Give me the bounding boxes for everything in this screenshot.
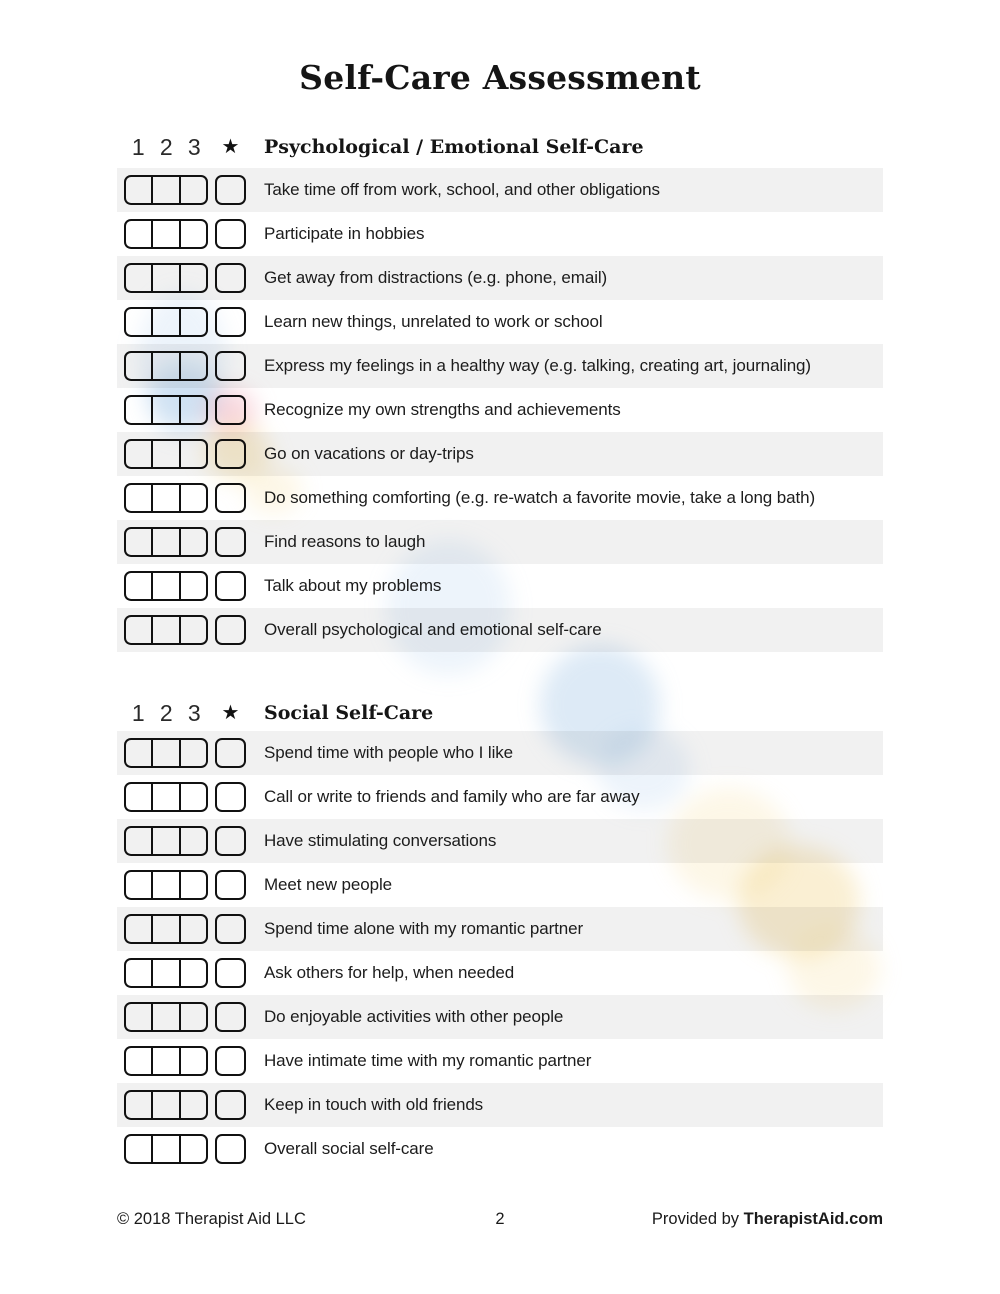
footer-provided-by: [520, 1210, 883, 1229]
rating-cell-2[interactable]: [151, 872, 178, 898]
rating-cell-2[interactable]: [151, 265, 178, 291]
rating-cell-1[interactable]: [126, 740, 151, 766]
rating-label-1: 1: [131, 133, 145, 160]
section-header: [117, 698, 883, 728]
rating-cell-2[interactable]: [151, 573, 178, 599]
star-checkbox[interactable]: [215, 1090, 246, 1120]
rating-cell-3[interactable]: [179, 309, 206, 335]
rating-cell-2[interactable]: [151, 397, 178, 423]
rating-label-2: 2: [159, 699, 173, 726]
rating-cell-2[interactable]: [151, 309, 178, 335]
star-checkbox[interactable]: [215, 738, 246, 768]
rating-cell-3[interactable]: [179, 1136, 206, 1162]
rating-cell-3[interactable]: [179, 784, 206, 810]
rating-cell-2[interactable]: [151, 221, 178, 247]
assessment-row: [117, 731, 883, 775]
rating-box-group: [124, 1046, 208, 1076]
assessment-row: [117, 775, 883, 819]
item-label: Ask others for help, when needed: [264, 963, 515, 982]
assessment-row: [117, 388, 883, 432]
star-checkbox[interactable]: [215, 219, 246, 249]
rating-cell-3[interactable]: [179, 529, 206, 555]
sections: [117, 132, 883, 1171]
rating-cell-2[interactable]: [151, 960, 178, 986]
rating-cell-1[interactable]: [126, 353, 151, 379]
rating-cell-3[interactable]: [179, 485, 206, 511]
star-checkbox[interactable]: [215, 307, 246, 337]
page-title: Self-Care Assessment: [299, 58, 701, 97]
item-label: Spend time with people who I like: [264, 743, 514, 762]
footer-provided-label: Provided by: [651, 1210, 740, 1228]
rating-box-group: [124, 351, 208, 381]
rating-box-group: [124, 527, 208, 557]
rating-box-group: [124, 571, 208, 601]
rating-cell-1[interactable]: [126, 617, 151, 643]
item-label: Recognize my own strengths and achievements: [264, 400, 621, 419]
rating-box-group: [124, 483, 208, 513]
star-checkbox[interactable]: [215, 782, 246, 812]
rating-cell-2[interactable]: [151, 1004, 178, 1030]
rating-cell-3[interactable]: [179, 177, 206, 203]
page-footer: [117, 1210, 883, 1229]
assessment-row: [117, 995, 883, 1039]
rating-scale-labels: [124, 134, 208, 161]
assessment-row: [117, 212, 883, 256]
rating-cell-2[interactable]: [151, 485, 178, 511]
item-label: Do something comforting (e.g. re-watch a favorite movie, take a long bath): [264, 488, 816, 507]
rating-box-group: [124, 615, 208, 645]
rating-cell-1[interactable]: [126, 1004, 151, 1030]
rating-cell-3[interactable]: [179, 1004, 206, 1030]
rating-box-group: [124, 870, 208, 900]
rating-box-group: [124, 1002, 208, 1032]
star-checkbox[interactable]: [215, 395, 246, 425]
rating-cell-2[interactable]: [151, 784, 178, 810]
assessment-row: [117, 476, 883, 520]
rating-cell-3[interactable]: [179, 397, 206, 423]
rating-cell-3[interactable]: [179, 353, 206, 379]
item-label: Spend time alone with my romantic partner: [264, 919, 584, 938]
rating-cell-2[interactable]: [151, 828, 178, 854]
rating-cell-3[interactable]: [179, 573, 206, 599]
rating-cell-3[interactable]: [179, 740, 206, 766]
rating-cell-1[interactable]: [126, 309, 151, 335]
rating-cell-2[interactable]: [151, 353, 178, 379]
assessment-row: [117, 168, 883, 212]
item-label: Go on vacations or day-trips: [264, 444, 474, 463]
rating-box-group: [124, 307, 208, 337]
star-checkbox[interactable]: [215, 439, 246, 469]
assessment-row: [117, 564, 883, 608]
rating-cell-1[interactable]: [126, 529, 151, 555]
rating-cell-2[interactable]: [151, 1092, 178, 1118]
rating-cell-1[interactable]: [126, 485, 151, 511]
assessment-row: [117, 432, 883, 476]
assessment-row: [117, 1039, 883, 1083]
rating-box-group: [124, 782, 208, 812]
rating-cell-1[interactable]: [126, 1048, 151, 1074]
star-icon: ★: [221, 136, 240, 158]
item-label: Keep in touch with old friends: [264, 1095, 484, 1114]
assessment-section: [117, 132, 883, 652]
rating-cell-3[interactable]: [179, 265, 206, 291]
star-checkbox[interactable]: [215, 958, 246, 988]
rating-cell-1[interactable]: [126, 916, 151, 942]
rating-cell-1[interactable]: [126, 872, 151, 898]
assessment-row: [117, 256, 883, 300]
star-checkbox[interactable]: [215, 870, 246, 900]
star-checkbox[interactable]: [215, 615, 246, 645]
rating-cell-3[interactable]: [179, 617, 206, 643]
star-checkbox[interactable]: [215, 175, 246, 205]
footer-page-number: 2: [495, 1210, 505, 1228]
item-label: Find reasons to laugh: [264, 532, 426, 551]
rating-box-group: [124, 958, 208, 988]
assessment-row: [117, 608, 883, 652]
rating-cell-1[interactable]: [126, 1136, 151, 1162]
rating-cell-1[interactable]: [126, 960, 151, 986]
item-label: Have stimulating conversations: [264, 831, 497, 850]
rating-cell-3[interactable]: [179, 221, 206, 247]
rating-cell-2[interactable]: [151, 1136, 178, 1162]
section-heading: Psychological / Emotional Self-Care: [264, 136, 644, 158]
assessment-row: [117, 1127, 883, 1171]
rating-label-2: 2: [159, 133, 173, 160]
star-checkbox[interactable]: [215, 914, 246, 944]
item-label: Overall psychological and emotional self-care: [264, 620, 602, 639]
item-label: Take time off from work, school, and other obligations: [264, 180, 660, 199]
item-label: Get away from distractions (e.g. phone, email): [264, 268, 608, 287]
rating-label-3: 3: [187, 133, 201, 160]
assessment-row: [117, 520, 883, 564]
star-checkbox[interactable]: [215, 826, 246, 856]
rating-cell-2[interactable]: [151, 1048, 178, 1074]
rating-label-1: 1: [131, 699, 145, 726]
assessment-row: [117, 344, 883, 388]
rating-cell-2[interactable]: [151, 916, 178, 942]
rating-scale-labels: [124, 700, 208, 727]
rating-cell-3[interactable]: [179, 872, 206, 898]
rating-box-group: [124, 914, 208, 944]
rating-cell-1[interactable]: [126, 397, 151, 423]
assessment-row: [117, 1083, 883, 1127]
rating-cell-1[interactable]: [126, 221, 151, 247]
rating-box-group: [124, 439, 208, 469]
star-checkbox[interactable]: [215, 1134, 246, 1164]
rating-box-group: [124, 738, 208, 768]
footer-brand-link[interactable]: TherapistAid.com: [743, 1210, 883, 1228]
item-label: Meet new people: [264, 875, 392, 894]
item-label: Talk about my problems: [264, 576, 442, 595]
rating-cell-2[interactable]: [151, 441, 178, 467]
assessment-row: [117, 951, 883, 995]
star-checkbox[interactable]: [215, 1002, 246, 1032]
rating-cell-2[interactable]: [151, 740, 178, 766]
assessment-row: [117, 300, 883, 344]
star-checkbox[interactable]: [215, 263, 246, 293]
rating-cell-2[interactable]: [151, 529, 178, 555]
star-checkbox[interactable]: [215, 571, 246, 601]
rating-cell-3[interactable]: [179, 960, 206, 986]
star-icon: ★: [221, 702, 240, 724]
assessment-section: [117, 698, 883, 1171]
rating-cell-1[interactable]: [126, 177, 151, 203]
star-checkbox[interactable]: [215, 483, 246, 513]
rating-cell-3[interactable]: [179, 916, 206, 942]
rating-cell-3[interactable]: [179, 828, 206, 854]
rating-box-group: [124, 826, 208, 856]
section-heading: Social Self-Care: [264, 702, 434, 724]
rating-box-group: [124, 263, 208, 293]
rating-box-group: [124, 219, 208, 249]
star-checkbox[interactable]: [215, 1046, 246, 1076]
rating-cell-2[interactable]: [151, 617, 178, 643]
rating-box-group: [124, 1134, 208, 1164]
footer-copyright: © 2018 Therapist Aid LLC: [117, 1210, 306, 1228]
rating-cell-1[interactable]: [126, 828, 151, 854]
item-label: Call or write to friends and family who are far away: [264, 787, 640, 806]
section-rows: [117, 168, 883, 652]
star-checkbox[interactable]: [215, 351, 246, 381]
item-label: Learn new things, unrelated to work or school: [264, 312, 603, 331]
rating-cell-3[interactable]: [179, 1048, 206, 1074]
rating-cell-3[interactable]: [179, 441, 206, 467]
rating-box-group: [124, 395, 208, 425]
rating-cell-1[interactable]: [126, 441, 151, 467]
assessment-row: [117, 907, 883, 951]
assessment-row: [117, 819, 883, 863]
item-label: Do enjoyable activities with other people: [264, 1007, 564, 1026]
item-label: Overall social self-care: [264, 1139, 434, 1158]
assessment-row: [117, 863, 883, 907]
item-label: Express my feelings in a healthy way (e.g. talking, creating art, journaling): [264, 356, 811, 375]
item-label: Participate in hobbies: [264, 224, 425, 243]
rating-cell-2[interactable]: [151, 177, 178, 203]
rating-cell-3[interactable]: [179, 1092, 206, 1118]
item-label: Have intimate time with my romantic partner: [264, 1051, 592, 1070]
rating-cell-1[interactable]: [126, 265, 151, 291]
section-header: [117, 132, 883, 162]
rating-cell-1[interactable]: [126, 784, 151, 810]
rating-cell-1[interactable]: [126, 573, 151, 599]
section-rows: [117, 731, 883, 1171]
rating-box-group: [124, 175, 208, 205]
rating-box-group: [124, 1090, 208, 1120]
rating-cell-1[interactable]: [126, 1092, 151, 1118]
rating-label-3: 3: [187, 699, 201, 726]
star-checkbox[interactable]: [215, 527, 246, 557]
